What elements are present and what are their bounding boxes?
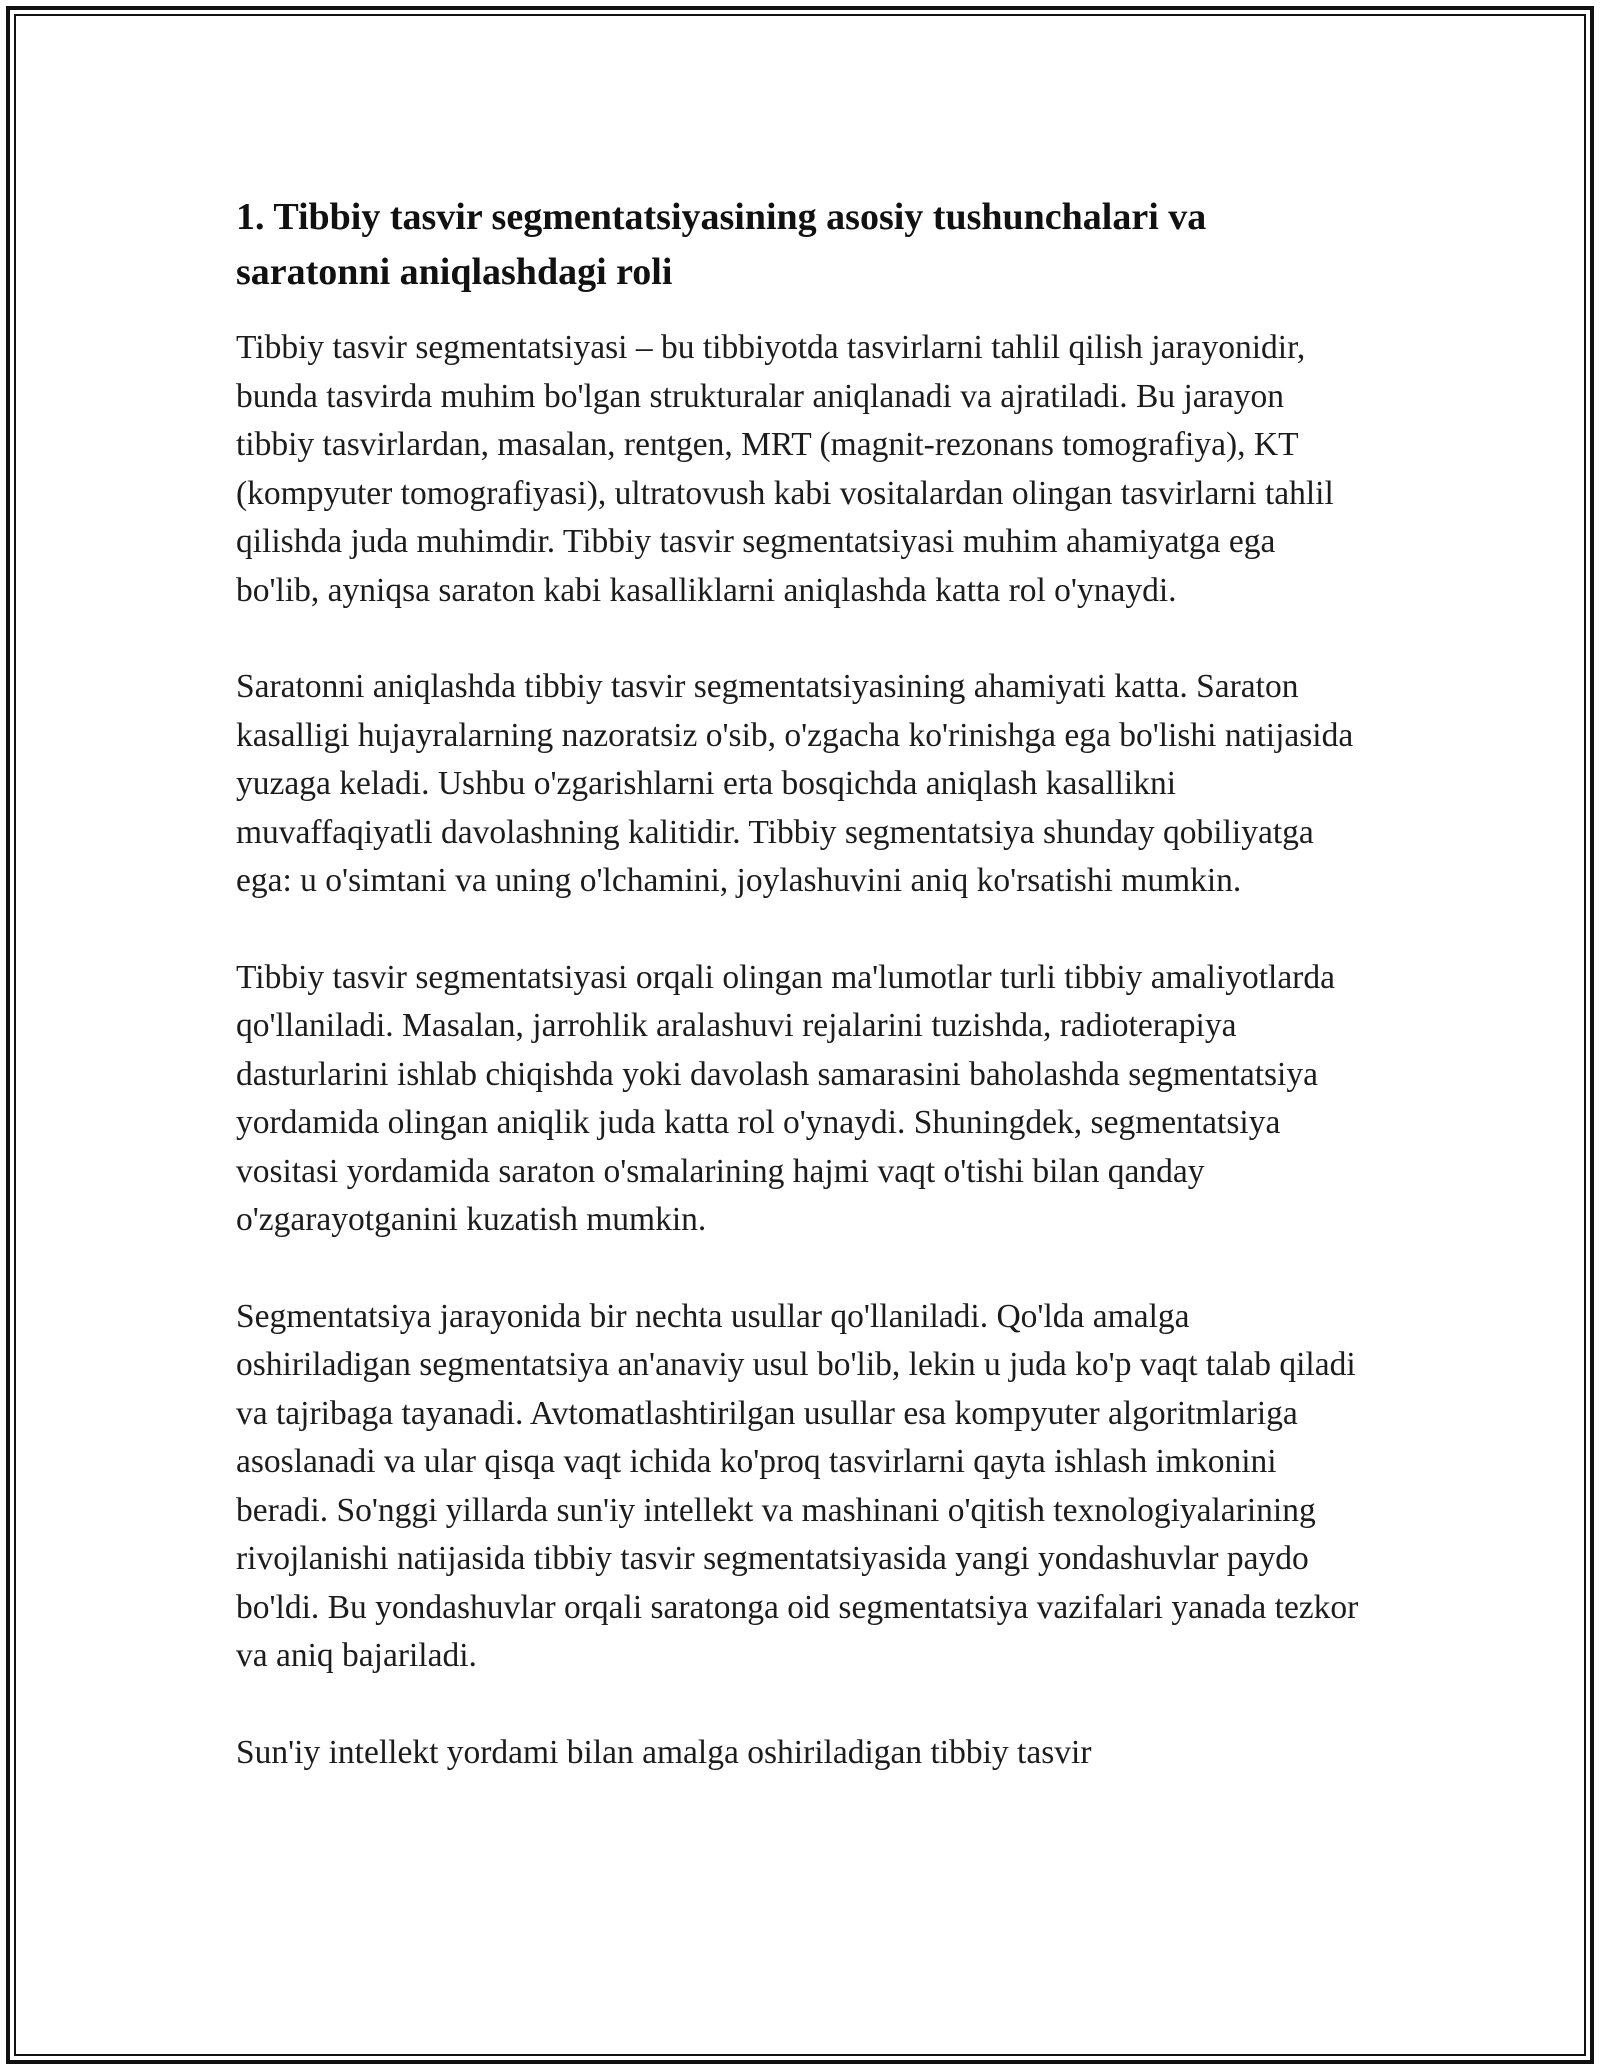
section-heading: 1. Tibbiy tasvir segmentatsiyasining asosiy tushunchalari va saratonni aniqlashdagi roli [236,196,1207,293]
paragraph-2: Saratonni aniqlashda tibbiy tasvir segmentatsiyasining ahamiyati katta. Saraton kasalligi hujayralarning nazoratsiz o'sib, o'zgacha ko'rinishga ega bo'lishi natijasida yuzaga keladi. Ushbu o'zgarishlarni erta bosqichda aniqlash kasallikni muvaffaqiyatli davolashning kalitidir. Tibbiy segmentatsiya shunday qobiliyatga ega: u o'simtani va uning o'lchamini, joylashuvini aniq ko'rsatishi mumkin. [236,668,1354,899]
document-body [236,190,1366,1777]
paragraph-4: Segmentatsiya jarayonida bir nechta usullar qo'llaniladi. Qo'lda amalga oshiriladigan segmentatsiya an'anaviy usul bo'lib, lekin u juda ko'p vaqt talab qiladi va tajribaga tayanadi. Avtomatlashtirilgan usullar esa kompyuter algoritmlariga asoslanadi va ular qisqa vaqt ichida ko'proq tasvirlarni qayta ishlash imkonini beradi. So'nggi yillarda sun'iy intellekt va mashinani o'qitish texnologiyalarining rivojlanishi natijasida tibbiy tasvir segmentatsiyasida yangi yondashuvlar paydo bo'ldi. Bu yondashuvlar orqali saratonga oid segmentatsiya vazifalari yanada tezkor va aniq bajariladi. [236,1297,1359,1674]
paragraph-3: Tibbiy tasvir segmentatsiyasi orqali olingan ma'lumotlar turli tibbiy amaliyotlarda qo'llaniladi. Masalan, jarrohlik aralashuvi rejalarini tuzishda, radioterapiya dasturlarini ishlab chiqishda yoki davolash samarasini baholashda segmentatsiya yordamida olingan aniqlik juda katta rol o'ynaydi. Shuningdek, segmentatsiya vositasi yordamida saraton o'smalarining hajmi vaqt o'tishi bilan qanday o'zgarayotganini kuzatish mumkin. [236,958,1335,1238]
paragraph-5: Sun'iy intellekt yordami bilan amalga oshiriladigan tibbiy tasvir [236,1733,1092,1771]
paragraph-1: Tibbiy tasvir segmentatsiyasi – bu tibbiyotda tasvirlarni tahlil qilish jarayonidir, bunda tasvirda muhim bo'lgan strukturalar aniqlanadi va ajratiladi. Bu jarayon tibbiy tasvirlardan, masalan, rentgen, MRT (magnit-rezonans tomografiya), KT (kompyuter tomografiyasi), ultratovush kabi vositalardan olingan tasvirlarni tahlil qilishda juda muhimdir. Tibbiy tasvir segmentatsiyasi muhim ahamiyatga ega bo'lib, ayniqsa saraton kabi kasalliklarni aniqlashda katta rol o'ynaydi. [236,329,1334,609]
